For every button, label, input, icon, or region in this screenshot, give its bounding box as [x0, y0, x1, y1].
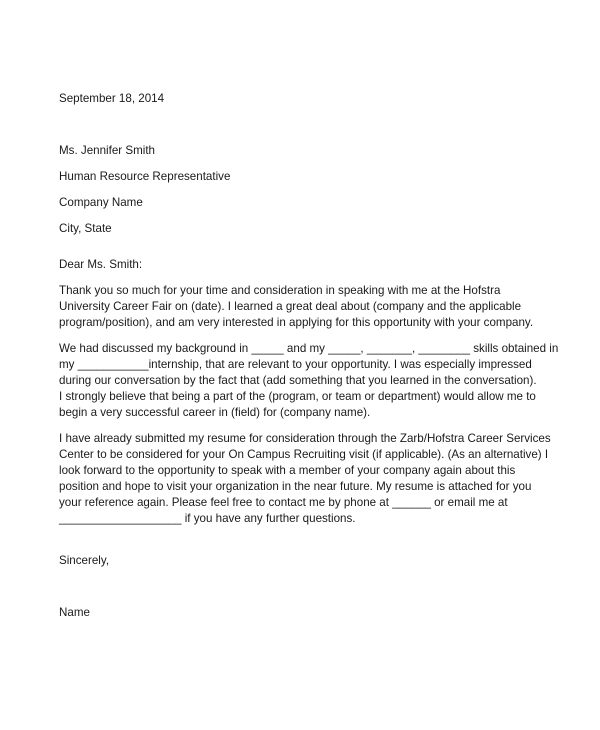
body-paragraph-1: [59, 283, 559, 331]
body-paragraph-2: [59, 341, 559, 421]
paragraph-line: Thank you so much for your time and consideration in speaking with me at the Hofstra: [59, 284, 501, 297]
paragraph-line: University Career Fair on (date). I learned a great deal about (company and the applicable: [59, 300, 522, 313]
recipient-title: Human Resource Representative: [59, 170, 231, 183]
signature-name: Name: [59, 606, 90, 619]
recipient-company: Company Name: [59, 196, 143, 209]
paragraph-line: I strongly believe that being a part of the (program, or team or department) would allow me to: [59, 390, 536, 403]
paragraph-line: my ___________internship, that are relevant to your opportunity. I was especially impressed: [59, 358, 532, 371]
letter-date: September 18, 2014: [59, 92, 165, 105]
thank-you-letter: [59, 91, 559, 621]
body-paragraph-3: [59, 431, 559, 527]
recipient-location: City, State: [59, 222, 112, 235]
paragraph-line: during our conversation by the fact that (add something that you learned in the conversation).: [59, 374, 537, 387]
paragraph-line: position and hope to visit your organization in the near future. My resume is attached for you: [59, 480, 532, 493]
recipient-name: Ms. Jennifer Smith: [59, 144, 155, 157]
paragraph-line: look forward to the opportunity to speak with a member of your company again about this: [59, 464, 516, 477]
paragraph-line: begin a very successful career in (field) for (company name).: [59, 406, 371, 419]
salutation: Dear Ms. Smith:: [59, 258, 143, 271]
closing: Sincerely,: [59, 554, 110, 567]
paragraph-line: your reference again. Please feel free to contact me by phone at ______ or email me at: [59, 496, 508, 509]
paragraph-line: ___________________ if you have any further questions.: [59, 512, 356, 525]
paragraph-line: I have already submitted my resume for consideration through the Zarb/Hofstra Career Services: [59, 432, 551, 445]
paragraph-line: program/position), and am very interested in applying for this opportunity with your company.: [59, 316, 534, 329]
recipient-address: [59, 143, 559, 237]
paragraph-line: Center to be considered for your On Campus Recruiting visit (if applicable). (As an alternative) I: [59, 448, 549, 461]
paragraph-line: We had discussed my background in _____ and my _____, _______, ________ skills obtained in: [59, 342, 559, 355]
